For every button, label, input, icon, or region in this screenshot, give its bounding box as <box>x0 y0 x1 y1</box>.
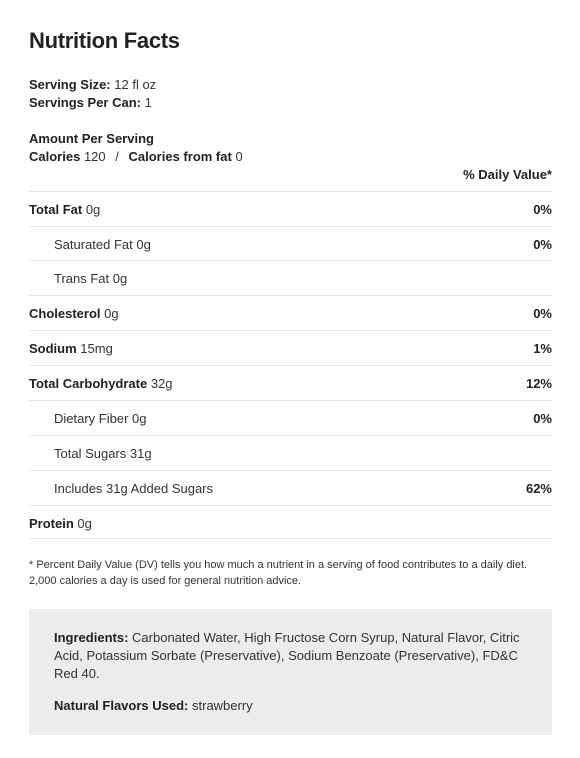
nutrient-daily-value: 62% <box>525 481 552 496</box>
nutrient-row-trans-fat <box>29 260 552 294</box>
nutrient-amount: 0g <box>136 237 151 252</box>
nutrient-amount: 31g <box>129 446 152 461</box>
daily-value-footnote: * Percent Daily Value (DV) tells you how much a nutrient in a serving of food contributes to a daily diet. 2,000 calories a day is used for general nutrition advice. <box>29 559 528 587</box>
natural-flavors <box>54 697 527 715</box>
ingredients-label: Ingredients: <box>54 630 129 645</box>
calories-separator: / <box>115 149 119 164</box>
nutrient-daily-value: 0% <box>533 202 552 217</box>
calories-label: Calories <box>29 149 81 164</box>
nutrient-amount: 32g <box>150 376 173 391</box>
nutrient-daily-value: 0% <box>533 306 552 321</box>
nutrient-row-total-carbohydrate <box>29 365 552 399</box>
nutrient-row-saturated-fat <box>29 226 552 260</box>
nutrient-amount: 0g <box>132 411 147 426</box>
nutrient-row-added-sugars <box>29 470 552 504</box>
serving-size <box>29 77 156 92</box>
servings-per-container <box>29 95 152 110</box>
natural-flavors-text: strawberry <box>192 698 253 713</box>
daily-value-header: % Daily Value* <box>463 167 552 182</box>
servings-per-container-value: 1 <box>144 95 152 110</box>
nutrient-amount: 0g <box>77 516 92 531</box>
ingredients-text: Carbonated Water, High Fructose Corn Syrup, Natural Flavor, Citric Acid, Potassium Sorbate (Preservative), Sodium Benzoate (Preservative), FD&C Red 40. <box>54 630 520 681</box>
nutrient-name: Cholesterol <box>29 306 101 321</box>
nutrient-row-total-sugars <box>29 435 552 469</box>
natural-flavors-label: Natural Flavors Used: <box>54 698 189 713</box>
nutrient-name: Sodium <box>29 341 77 356</box>
nutrient-daily-value: 0% <box>533 237 552 252</box>
calories-from-fat-label: Calories from fat <box>128 149 232 164</box>
nutrient-daily-value: 1% <box>533 341 552 356</box>
nutrient-name: Total Fat <box>29 202 83 217</box>
nutrient-name: Total Sugars <box>54 446 127 461</box>
calories-from-fat-value: 0 <box>235 149 243 164</box>
ingredients <box>54 629 527 683</box>
nutrient-row-sodium <box>29 330 552 364</box>
nutrient-row-protein <box>29 505 552 539</box>
serving-size-label: Serving Size: <box>29 77 111 92</box>
serving-size-value: 12 fl oz <box>114 77 157 92</box>
nutrient-name: Trans Fat <box>54 271 110 286</box>
nutrient-amount: 0g <box>104 306 119 321</box>
amount-per-serving-label: Amount Per Serving <box>29 131 154 146</box>
ingredients-box <box>29 609 552 735</box>
nutrient-name: Includes 31g Added Sugars <box>54 481 214 496</box>
nutrient-amount: 0g <box>85 202 101 217</box>
nutrient-daily-value: 0% <box>533 411 552 426</box>
nutrient-daily-value: 12% <box>525 376 552 391</box>
nutrient-amount: 0g <box>112 271 128 286</box>
nutrient-name: Dietary Fiber <box>54 411 129 426</box>
nutrient-name: Total Carbohydrate <box>29 376 148 391</box>
nutrient-row-dietary-fiber <box>29 400 552 434</box>
nutrient-row-cholesterol <box>29 295 552 329</box>
calories-line <box>29 149 243 164</box>
nutrient-amount: 15mg <box>80 341 113 356</box>
nutrient-row-total-fat <box>29 191 552 225</box>
nutrient-name: Saturated Fat <box>54 237 133 252</box>
servings-per-container-label: Servings Per Can: <box>29 95 141 110</box>
nutrient-name: Protein <box>29 516 74 531</box>
calories-value: 120 <box>83 149 106 164</box>
page-title: Nutrition Facts <box>29 28 180 53</box>
